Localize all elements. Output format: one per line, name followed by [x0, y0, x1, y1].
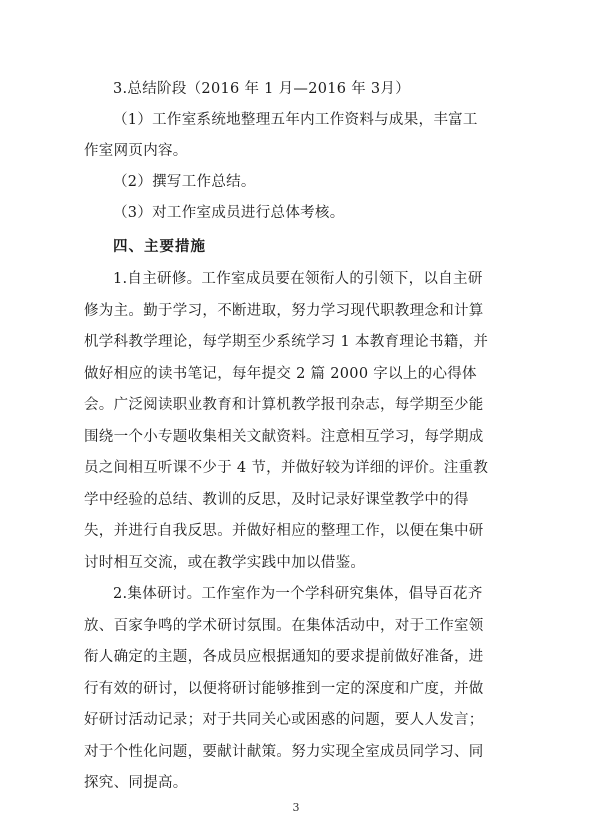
- stage-item-2-text: （2）撰写工作总结。: [113, 174, 256, 190]
- section-heading-text: 四、主要措施: [113, 238, 206, 255]
- measure-2-line: 衔人确定的主题，各成员应根据通知的要求提前做好准备，进: [84, 649, 484, 665]
- measure-2-paragraph: [84, 579, 524, 800]
- measure-2-line: 放、百家争鸣的学术研讨氛围。在集体活动中，对于工作室领: [84, 617, 484, 634]
- measure-2-line: 对于个性化问题，要献计献策。努力实现全室成员同学习、同: [84, 743, 484, 760]
- measure-1-line: 修为主。勤于学习，不断进取，努力学习现代职教理念和计算: [84, 302, 484, 319]
- measure-2-line: 探究、同提高。: [84, 775, 188, 791]
- stage-item-3-text: （3）对工作室成员进行总体考核。: [113, 205, 345, 221]
- stage-heading: [84, 74, 524, 106]
- page-number: 3: [292, 801, 300, 814]
- measure-1-line: 讨时相互交流，或在教学实践中加以借鉴。: [84, 554, 366, 571]
- measure-1-line: 1.自主研修。工作室成员要在领衔人的引领下，以自主研: [113, 271, 483, 287]
- stage-item-1-line-1: （1）工作室系统地整理五年内工作资料与成果，丰富工: [113, 112, 478, 128]
- stage-heading-text: 3.总结阶段（2016 年 1 月—2016 年 3月）: [113, 81, 411, 97]
- measure-2-line: 2.集体研讨。工作室作为一个学科研究集体，倡导百花齐: [113, 586, 483, 602]
- measure-1-line: 机学科教学理论，每学期至少系统学习 1 本教育理论书籍，并: [84, 334, 489, 350]
- measure-1-line: 员之间相互听课不少于 4 节，并做好较为详细的评价。注重教: [84, 460, 489, 476]
- measure-2-line: 好研讨活动记录；对于共同关心或困惑的问题，要人人发言；: [84, 712, 484, 728]
- stage-item-2: [84, 167, 524, 199]
- measure-1-line: 会。广泛阅读职业教育和计算机教学报刊杂志，每学期至少能: [84, 397, 484, 413]
- measure-1-paragraph: [84, 264, 524, 579]
- stage-item-3: [84, 198, 524, 230]
- measure-2-line: 行有效的研讨，以便将研讨能够推到一定的深度和广度，并做: [84, 680, 484, 697]
- measure-1-line: 学中经验的总结、教训的反思，及时记录好课堂教学中的得: [84, 491, 469, 508]
- measure-1-line: 做好相应的读书笔记，每年提交 2 篇 2000 字以上的心得体: [84, 365, 477, 382]
- stage-item-1: [84, 105, 524, 137]
- stage-item-1-line-2: 作室网页内容。: [84, 143, 188, 159]
- measure-1-line: 失，并进行自我反思。并做好相应的整理工作，以便在集中研: [84, 523, 484, 539]
- stage-item-1-cont: [84, 136, 524, 168]
- section-heading: [84, 231, 524, 263]
- measure-1-line: 围绕一个小专题收集相关文献资料。注意相互学习，每学期成: [84, 428, 484, 445]
